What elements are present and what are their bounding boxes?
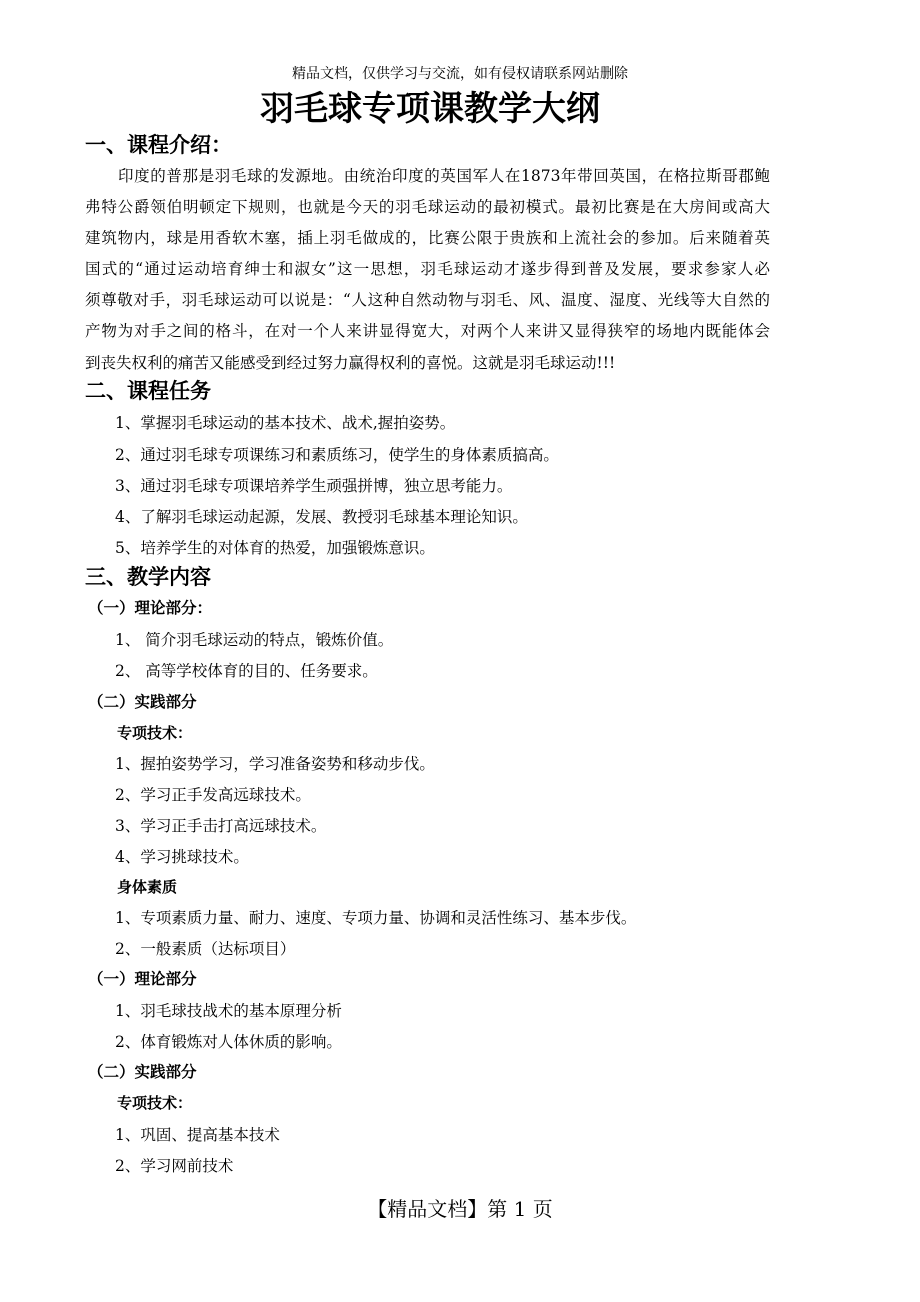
sub-heading: 身体素质 xyxy=(117,878,178,896)
paragraph-line: 产物为对手之间的格斗，在对一个人来讲显得宽大，对两个人来讲又显得狭窄的场地内既能体会 xyxy=(85,322,770,340)
section-heading-intro: 一、课程介绍： xyxy=(85,133,232,157)
paragraph-line: 到丧失权利的痛苦又能感受到经过努力赢得权利的喜悦。这就是羽毛球运动!!! xyxy=(85,354,616,372)
list-item: 3、学习正手击打高远球技术。 xyxy=(115,817,327,835)
list-item: 1、专项素质力量、耐力、速度、专项力量、协调和灵活性练习、基本步伐。 xyxy=(115,909,637,927)
list-item: 1、掌握羽毛球运动的基本技术、战术,握拍姿势。 xyxy=(115,414,456,432)
sub-heading: 专项技术： xyxy=(117,724,193,742)
subsection-heading: （二）实践部分 xyxy=(88,1063,197,1081)
paragraph-line: 国式的“通过运动培育绅士和淑女”这一思想，羽毛球运动才遂步得到普及发展，要求参家人必 xyxy=(85,260,770,278)
subsection-heading: （二）实践部分 xyxy=(88,693,197,711)
list-item: 1、巩固、提高基本技术 xyxy=(115,1126,280,1144)
section-heading-content: 三、教学内容 xyxy=(85,565,211,589)
list-item: 1、羽毛球技战术的基本原理分析 xyxy=(115,1002,342,1020)
paragraph-line: 须尊敬对手，羽毛球运动可以说是：“人这种自然动物与羽毛、风、温度、湿度、光线等大自然的 xyxy=(85,291,770,309)
section-heading-tasks: 二、课程任务 xyxy=(85,379,211,403)
list-item: 2、通过羽毛球专项课练习和素质练习，使学生的身体素质搞高。 xyxy=(115,446,559,464)
list-item: 2、体育锻炼对人体休质的影响。 xyxy=(115,1033,342,1051)
list-item: 2、 高等学校体育的目的、任务要求。 xyxy=(115,662,378,680)
page-title: 羽毛球专项课教学大纲 xyxy=(260,89,600,129)
list-item: 4、学习挑球技术。 xyxy=(115,848,249,866)
paragraph-line: 印度的普那是羽毛球的发源地。由统治印度的英国军人在1873年带回英国，在格拉斯哥郡鲍 xyxy=(118,167,770,185)
page-footer: 【精品文档】第 1 页 xyxy=(367,1197,553,1221)
header-note: 精品文档，仅供学习与交流，如有侵权请联系网站删除 xyxy=(292,66,628,82)
list-item: 2、一般素质（达标项目） xyxy=(115,940,296,958)
paragraph-line: 建筑物内，球是用香软木塞，插上羽毛做成的，比赛公限于贵族和上流社会的参加。后来随着英 xyxy=(85,229,770,247)
list-item: 5、培养学生的对体育的热爱，加强锻炼意识。 xyxy=(115,539,435,557)
subsection-heading: （一）理论部分： xyxy=(88,599,213,617)
paragraph-line: 弗特公爵领伯明顿定下规则，也就是今天的羽毛球运动的最初模式。最初比赛是在大房间或高大 xyxy=(85,198,770,216)
sub-heading: 专项技术： xyxy=(117,1094,193,1112)
list-item: 1、握拍姿势学习，学习准备姿势和移动步伐。 xyxy=(115,755,435,773)
list-item: 1、 简介羽毛球运动的特点，锻炼价值。 xyxy=(115,631,394,649)
list-item: 2、学习网前技术 xyxy=(115,1157,234,1175)
list-item: 3、通过羽毛球专项课培养学生顽强拼博，独立思考能力。 xyxy=(115,477,513,495)
list-item: 4、了解羽毛球运动起源，发展、教授羽毛球基本理论知识。 xyxy=(115,508,528,526)
subsection-heading: （一）理论部分 xyxy=(88,970,197,988)
list-item: 2、学习正手发高远球技术。 xyxy=(115,786,311,804)
